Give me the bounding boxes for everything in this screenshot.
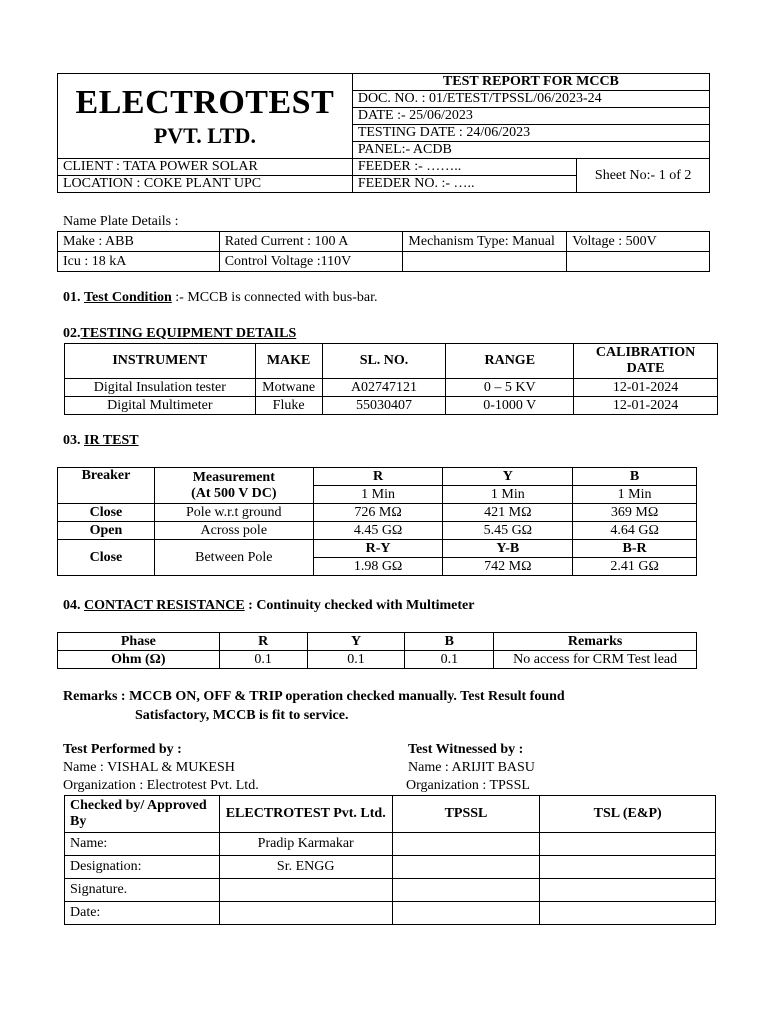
ir-header-ry: R-Y bbox=[313, 540, 443, 558]
witnessed-org: Organization : TPSSL bbox=[406, 778, 530, 793]
ir-min-r: 1 Min bbox=[313, 486, 443, 504]
contact-table bbox=[57, 632, 697, 669]
ir-test-table bbox=[57, 467, 697, 576]
signoff-empty bbox=[540, 856, 716, 879]
contact-title bbox=[63, 597, 474, 615]
company-logo bbox=[58, 74, 353, 159]
contact-header-cell: B bbox=[405, 633, 494, 651]
table-row bbox=[58, 504, 697, 522]
nameplate-control-voltage: Control Voltage :110V bbox=[219, 252, 403, 272]
ir-breaker-cell: Close bbox=[58, 540, 155, 576]
ir-value-cell: 421 MΩ bbox=[443, 504, 573, 522]
signoff-table bbox=[64, 795, 716, 925]
signoff-date-label: Date: bbox=[65, 902, 220, 925]
ir-header-measurement bbox=[154, 468, 313, 504]
equipment-title-text: TESTING EQUIPMENT DETAILS bbox=[80, 326, 297, 341]
nameplate-icu: Icu : 18 kA bbox=[58, 252, 220, 272]
contact-label: CONTACT RESISTANCE bbox=[84, 598, 245, 613]
nameplate-voltage: Voltage : 500V bbox=[567, 232, 710, 252]
ir-breaker-cell: Open bbox=[58, 522, 155, 540]
equipment-cell: Digital Insulation tester bbox=[65, 379, 256, 397]
table-row bbox=[65, 397, 718, 415]
nameplate-empty bbox=[567, 252, 710, 272]
signoff-designation-value: Sr. ENGG bbox=[219, 856, 392, 879]
remarks-line2: Satisfactory, MCCB is fit to service. bbox=[135, 708, 349, 723]
ir-measurement-cell: Pole w.r.t ground bbox=[154, 504, 313, 522]
test-condition bbox=[63, 289, 378, 307]
signoff-empty bbox=[540, 902, 716, 925]
ir-value-yb: 742 MΩ bbox=[443, 558, 573, 576]
ir-header-b: B bbox=[573, 468, 697, 486]
signoff-empty bbox=[392, 833, 540, 856]
ir-header-y: Y bbox=[443, 468, 573, 486]
ir-header-r: R bbox=[313, 468, 443, 486]
nameplate-empty bbox=[403, 252, 567, 272]
signoff-empty bbox=[392, 902, 540, 925]
table-row bbox=[65, 879, 716, 902]
equipment-cell: Digital Multimeter bbox=[65, 397, 256, 415]
contact-cell: No access for CRM Test lead bbox=[494, 651, 697, 669]
test-condition-num: 01. bbox=[63, 290, 81, 305]
signoff-designation-label: Designation: bbox=[65, 856, 220, 879]
equipment-cell: 12-01-2024 bbox=[574, 397, 718, 415]
contact-header-cell: Y bbox=[307, 633, 405, 651]
signoff-header-checked: Checked by/ Approved By bbox=[65, 796, 220, 833]
contact-subtitle: : Continuity checked with Multimeter bbox=[248, 598, 475, 613]
performed-title: Test Performed by : bbox=[63, 742, 182, 757]
ir-test-text: IR TEST bbox=[84, 433, 139, 448]
signoff-header-tsl: TSL (E&P) bbox=[540, 796, 716, 833]
equipment-table bbox=[64, 343, 718, 415]
nameplate-title: Name Plate Details : bbox=[63, 214, 179, 229]
test-condition-text: :- MCCB is connected with bus-bar. bbox=[175, 290, 378, 305]
ir-header-yb: Y-B bbox=[443, 540, 573, 558]
equipment-cell: Motwane bbox=[255, 379, 322, 397]
signoff-signature-label: Signature. bbox=[65, 879, 220, 902]
signoff-empty bbox=[392, 879, 540, 902]
signoff-empty bbox=[540, 833, 716, 856]
equipment-cell: 55030407 bbox=[322, 397, 446, 415]
ir-header-breaker: Breaker bbox=[58, 468, 155, 504]
ir-header-br: B-R bbox=[573, 540, 697, 558]
table-row bbox=[65, 833, 716, 856]
header-table bbox=[57, 73, 710, 193]
testing-date: TESTING DATE : 24/06/2023 bbox=[352, 125, 709, 142]
contact-header-cell: Phase bbox=[58, 633, 220, 651]
performed-name: Name : VISHAL & MUKESH bbox=[63, 760, 235, 775]
ir-value-cell: 726 MΩ bbox=[313, 504, 443, 522]
sheet-no: Sheet No:- 1 of 2 bbox=[577, 159, 710, 193]
table-row bbox=[65, 902, 716, 925]
ir-measurement-cell: Across pole bbox=[154, 522, 313, 540]
table-row bbox=[65, 856, 716, 879]
nameplate-rated-current: Rated Current : 100 A bbox=[219, 232, 403, 252]
signoff-empty bbox=[540, 879, 716, 902]
feeder-no: FEEDER NO. :- ….. bbox=[352, 176, 576, 193]
location: LOCATION : COKE PLANT UPC bbox=[58, 176, 353, 193]
ir-min-y: 1 Min bbox=[443, 486, 573, 504]
equipment-cell: A02747121 bbox=[322, 379, 446, 397]
ir-test-num: 03. bbox=[63, 433, 81, 448]
nameplate-mechanism: Mechanism Type: Manual bbox=[403, 232, 567, 252]
signoff-empty bbox=[219, 879, 392, 902]
equipment-header-cell: CALIBRATION DATE bbox=[574, 344, 718, 379]
ir-value-cell: 369 MΩ bbox=[573, 504, 697, 522]
equipment-cell: 0 – 5 KV bbox=[446, 379, 574, 397]
ir-breaker-cell: Close bbox=[58, 504, 155, 522]
doc-no: DOC. NO. : 01/ETEST/TPSSL/06/2023-24 bbox=[352, 91, 709, 108]
ir-value-br: 2.41 GΩ bbox=[573, 558, 697, 576]
equipment-cell: 0-1000 V bbox=[446, 397, 574, 415]
ir-value-cell: 5.45 GΩ bbox=[443, 522, 573, 540]
contact-cell: 0.1 bbox=[307, 651, 405, 669]
table-row bbox=[58, 522, 697, 540]
signoff-empty bbox=[392, 856, 540, 879]
witnessed-name: Name : ARIJIT BASU bbox=[408, 760, 535, 775]
ir-test-title bbox=[63, 432, 139, 450]
contact-header-cell: R bbox=[219, 633, 307, 651]
ir-value-ry: 1.98 GΩ bbox=[313, 558, 443, 576]
equipment-header-cell: RANGE bbox=[446, 344, 574, 379]
table-row bbox=[58, 651, 697, 669]
equipment-cell: 12-01-2024 bbox=[574, 379, 718, 397]
ir-header-measurement-line1: Measurement bbox=[192, 469, 275, 485]
witnessed-title: Test Witnessed by : bbox=[408, 742, 524, 757]
signoff-empty bbox=[219, 902, 392, 925]
performed-org: Organization : Electrotest Pvt. Ltd. bbox=[63, 778, 259, 793]
ir-value-cell: 4.64 GΩ bbox=[573, 522, 697, 540]
feeder: FEEDER :- …….. bbox=[352, 159, 576, 176]
contact-num: 04. bbox=[63, 598, 81, 613]
contact-cell: 0.1 bbox=[219, 651, 307, 669]
signoff-header-tpssl: TPSSL bbox=[392, 796, 540, 833]
contact-header-cell: Remarks bbox=[494, 633, 697, 651]
equipment-header-cell: SL. NO. bbox=[322, 344, 446, 379]
contact-cell: 0.1 bbox=[405, 651, 494, 669]
client: CLIENT : TATA POWER SOLAR bbox=[58, 159, 353, 176]
equipment-title bbox=[63, 325, 296, 343]
equipment-title-num: 02. bbox=[63, 326, 81, 341]
signoff-header-electrotest: ELECTROTEST Pvt. Ltd. bbox=[219, 796, 392, 833]
signoff-name-label: Name: bbox=[65, 833, 220, 856]
report-date: DATE :- 25/06/2023 bbox=[352, 108, 709, 125]
test-condition-label: Test Condition bbox=[84, 290, 172, 305]
ir-header-measurement-line2: (At 500 V DC) bbox=[191, 485, 277, 501]
equipment-header-cell: MAKE bbox=[255, 344, 322, 379]
nameplate-make: Make : ABB bbox=[58, 232, 220, 252]
ir-min-b: 1 Min bbox=[573, 486, 697, 504]
panel: PANEL:- ACDB bbox=[352, 142, 709, 159]
nameplate-table bbox=[57, 231, 710, 272]
equipment-cell: Fluke bbox=[255, 397, 322, 415]
report-title: TEST REPORT FOR MCCB bbox=[352, 74, 709, 91]
company-suffix: PVT. LTD. bbox=[153, 123, 256, 148]
equipment-header-cell: INSTRUMENT bbox=[65, 344, 256, 379]
table-row bbox=[65, 379, 718, 397]
signoff-name-value: Pradip Karmakar bbox=[219, 833, 392, 856]
remarks-line1: Remarks : MCCB ON, OFF & TRIP operation checked manually. Test Result found bbox=[63, 689, 565, 704]
company-name: ELECTROTEST bbox=[75, 84, 335, 121]
ir-value-cell: 4.45 GΩ bbox=[313, 522, 443, 540]
contact-cell: Ohm (Ω) bbox=[58, 651, 220, 669]
ir-measurement-cell: Between Pole bbox=[154, 540, 313, 576]
